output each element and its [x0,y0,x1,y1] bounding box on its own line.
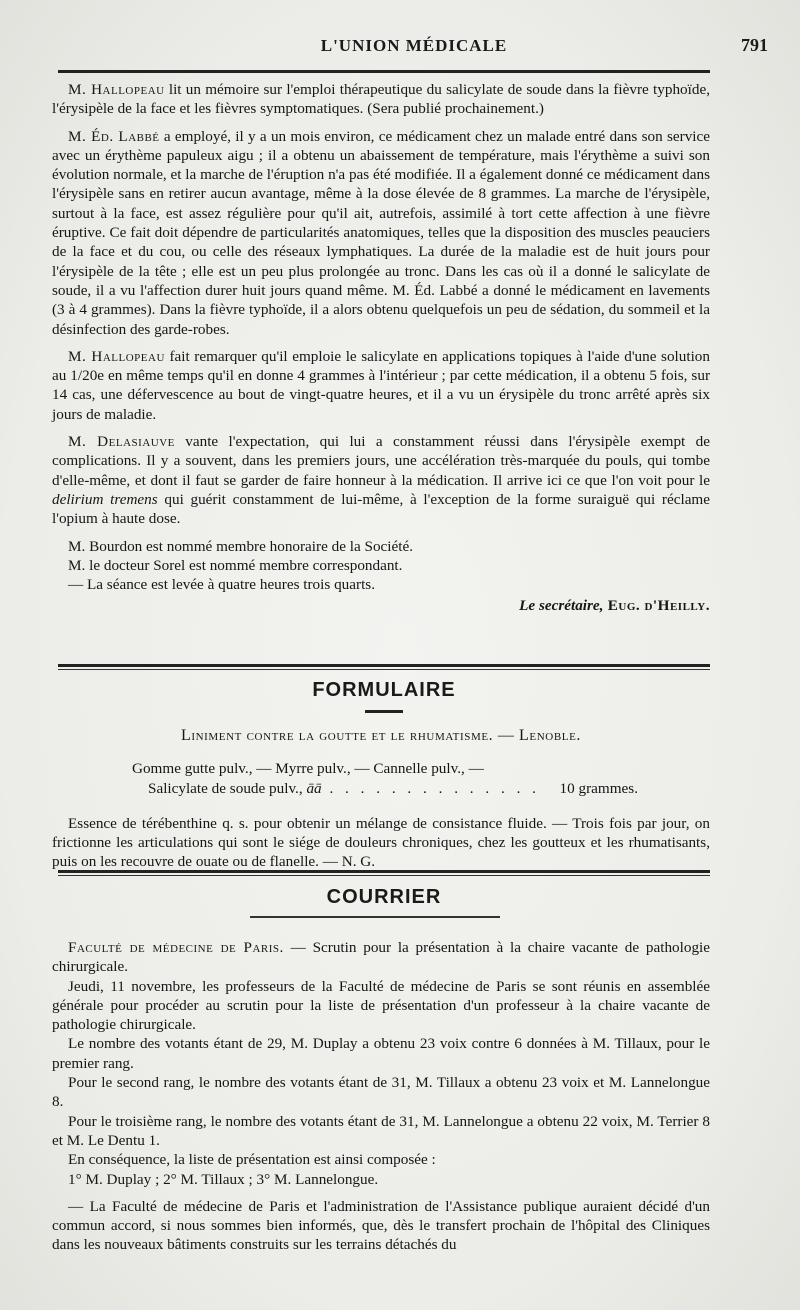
courrier-title: COURRIER [326,886,442,908]
paragraph-text: — Scrutin pour la présentation à la chaire vacante de pathologie chirurgicale. [52,939,710,976]
paragraph [52,938,710,977]
paragraph: Jeudi, 11 novembre, les professeurs de la Faculté de médecine de Paris se sont réunis en assemblée générale pour procéder au scrutin pour la liste de présentation d'un professeur à la chaire vacante de pathologie chirurgicale. [52,977,710,1034]
paragraph [52,80,710,119]
ingredients-line: Gomme gutte pulv., — Myrre pulv., — Cannelle pulv., — [132,760,484,778]
dose: 10 grammes. [559,779,638,797]
signature-name: Eug. d'Heilly. [603,597,710,615]
speaker-name: M. Delasiauve [68,433,175,451]
ingredients-line [132,779,638,798]
paragraph: M. Bourdon est nommé membre honoraire de la Société. [68,537,414,555]
paragraph-text: fait remarquer qu'il emploie le salicylate en applications topiques à l'aide d'une solution au 1/20e en même temps qu'il en donne 4 grammes à l'intérieur ; par cette médication, il a obtenu 5 fois, sur 14 cas, une défervescence au bout de vingt-quatre heures, et il a vu un érysipèle du tronc arrêté après six jours de maladie. [52,347,710,423]
speaker-name: M. Éd. Labbé [68,127,160,145]
paragraph [52,432,710,528]
section-rule [58,875,710,876]
ingredients [52,759,710,798]
paragraph-text: lit un mémoire sur l'emploi thérapeutique du salicylate de soude dans la fièvre typhoïde, l'érysipèle de la face et les fièvres symptomatiques. (Sera publié prochainement.) [52,81,710,118]
paragraph-text: a employé, il y a un mois environ, ce médicament chez un malade entré dans son service avec un érythème papuleux aigu ; il a obtenu un abaissement de température, mais l'érythème a suivi son évolution normale, et la marche de l'éruption n'a pas été modifiée. Il a également donné ce médicament dans l'érysipèle sans en retirer aucun avantage, même à la dose élevée de 8 grammes. La marche de l'érysipèle, surtout à la face, est assez régulière pour qu'il ait, autrefois, assimilé à tort cette affection à une fièvre éruptive. Ce fait doit dépendre de particularités anatomiques, telles que la disposition des muscles peauciers de la face et du cou, ou celle des réseaux lymphatiques. La durée de la maladie est de huit jours pour l'érysipèle de la tête ; elle est un peu plus prolongée au tronc. Dans les cas où il a donné le salicylate de soude, il a vu l'affection durer huit jours quand même. M. Éd. Labbé a donné le médicament en lavements (3 à 4 grammes). Dans la fièvre typhoïde, il a alors obtenu quelquefois un peu de sédation, du sommeil et la désinfection des garde-robes. [52,127,711,338]
paragraph: Le nombre des votants étant de 29, M. Duplay a obtenu 23 voix contre 6 données à M. Tillaux, pour le premier rang. [52,1035,710,1072]
paragraph: M. le docteur Sorel est nommé membre correspondant. [68,556,403,574]
page-number: 791 [741,35,768,55]
running-title: L'UNION MÉDICALE [320,36,508,55]
paragraph: Pour le second rang, le nombre des votants étant de 31, M. Tillaux a obtenu 23 voix et M. Lannelongue 8. [52,1074,710,1111]
instructions: Essence de térébenthine q. s. pour obtenir un mélange de consistance fluide. — Trois fois par jour, on frictionne les articulations qui sont le siége de douleurs chroniques, chez les goutteux et les rhumatisants, puis on les recouvre de ouate ou de flanelle. — N. G. [52,814,710,871]
paragraph [52,347,710,424]
paragraph: — La séance est levée à quatre heures trois quarts. [68,576,375,594]
section-rule [58,870,710,873]
paragraph: — La Faculté de médecine de Paris et l'administration de l'Assistance publique auraient décidé d'un commun accord, si nous sommes bien informés, que, dès le transfert prochain de l'hôpital des Cliniques dans les nouveaux bâtiments construits sur les terrains détachés du [52,1197,710,1254]
speaker-name: M. Hallopeau [68,81,165,98]
leader-dots: . . . . . . . . . . . . . . [321,779,540,797]
section-rule [58,664,710,667]
title-ornament-rule [365,710,403,713]
society-minutes [52,80,710,616]
paragraph-text: qui guérit constamment de lui-même, à l'exception de la forme suraiguë qui réclame l'opium à haute dose. [52,490,710,528]
paragraph-text: vante l'expectation, qui lui a constamment réussi dans l'érysipèle exempt de complications. Il y a souvent, dans les premiers jours, une accélération très-marquée du pouls, qui tombe d'elle-même, et dont il faut se garder de faire honneur à la médication. Il arrive ici ce que l'on voit pour le [52,433,710,489]
paragraph: Pour le troisième rang, le nombre des votants étant de 31, M. Lannelongue a obtenu 22 voix, M. Terrier 8 et M. Le Dentu 1. [52,1112,710,1149]
formulaire-title: FORMULAIRE [312,679,456,701]
courrier-heading: Faculté de médecine de Paris. [68,939,284,956]
formulaire-section [52,726,710,872]
header-rule [58,70,710,73]
paragraph: 1° M. Duplay ; 2° M. Tillaux ; 3° M. Lannelongue. [68,1170,379,1188]
section-rule [58,669,710,670]
recipe-title: Liniment contre la goutte et le rhumatisme. — Lenoble. [180,727,582,744]
paragraph [52,127,710,339]
courrier-section [52,938,710,1255]
signature [52,596,710,615]
speaker-name: M. Hallopeau [68,347,165,365]
signature-role: Le secrétaire, [519,597,604,615]
page-header [58,32,770,62]
dose-abbrev: āā [306,779,322,797]
italic-term: delirium tremens [52,490,158,508]
title-ornament-rule [250,916,500,918]
ingredient-name: Salicylate de soude pulv., [148,779,307,797]
paragraph: En conséquence, la liste de présentation est ainsi composée : [68,1151,436,1169]
